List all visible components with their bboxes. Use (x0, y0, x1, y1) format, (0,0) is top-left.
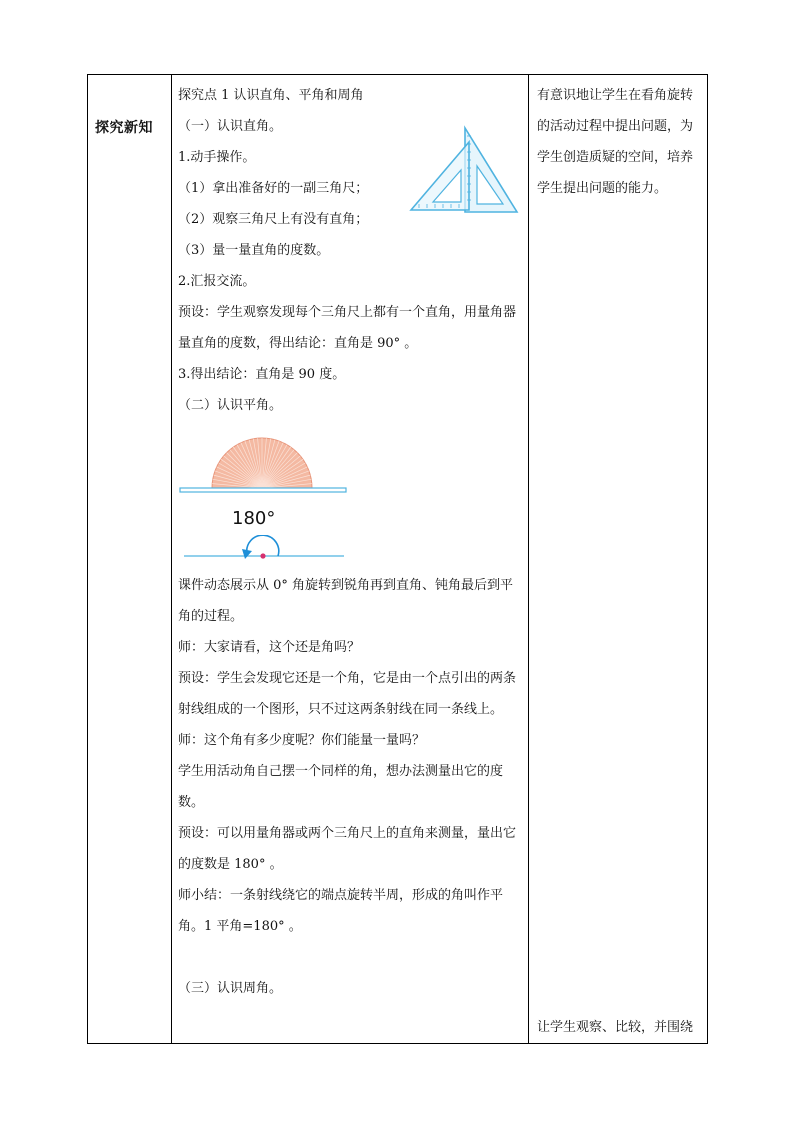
angle-label-180: 180° (232, 508, 276, 529)
straight-angle-diagram (178, 535, 348, 565)
step-item-3: （3）量一量直角的度数。 (178, 243, 330, 258)
preset-right-angle: 预设：学生观察发现每个三角尺上都有一个直角，用量角器量直角的度数，得出结论：直角是 90° 。 (178, 305, 517, 351)
step-report: 2.汇报交流。 (178, 274, 256, 289)
lesson-content-lower (178, 570, 522, 1004)
step-hands-on: 1.动手操作。 (178, 150, 256, 165)
table-border-bottom (87, 1043, 708, 1044)
preset-measure: 预设：可以用量角器或两个三角尺上的直角来测量，量出它的度数是 180° 。 (178, 826, 517, 872)
table-divider-1 (171, 74, 172, 1044)
conclusion-right-angle: 3.得出结论：直角是 90 度。 (178, 367, 346, 382)
subsection-full-angle: （三）认识周角。 (178, 981, 283, 996)
straight-angle-fan-illustration (178, 430, 348, 500)
design-note-top: 有意识地让学生在看角旋转的活动过程中提出问题，为学生创造质疑的空间，培养学生提出问题的能力。 (537, 88, 694, 196)
animation-description: 课件动态展示从 0° 角旋转到锐角再到直角、钝角最后到平角的过程。 (178, 578, 514, 624)
design-note-bottom: 让学生观察、比较，并围绕 (537, 1020, 694, 1035)
student-activity: 学生用活动角自己摆一个同样的角，想办法测量出它的度数。 (178, 764, 504, 810)
topic-title: 探究点 1 认识直角、平角和周角 (178, 88, 364, 103)
table-border-top (87, 74, 708, 75)
subsection-straight-angle: （二）认识平角。 (178, 398, 283, 413)
teacher-summary: 师小结：一条射线绕它的端点旋转半周，形成的角叫作平角。1 平角=180° 。 (178, 888, 504, 934)
table-border-right (707, 74, 708, 1044)
set-square-illustration (405, 124, 525, 224)
step-item-1: （1）拿出准备好的一副三角尺； (178, 181, 369, 196)
step-item-2: （2）观察三角尺上有没有直角； (178, 212, 369, 227)
teacher-question-2: 师：这个角有多少度呢？你们能量一量吗？ (178, 733, 426, 748)
table-divider-2 (528, 74, 529, 1044)
section-header: 探究新知 (95, 120, 153, 136)
table-border-left (87, 74, 88, 1044)
preset-still-angle: 预设：学生会发现它还是一个角，它是由一个点引出的两条射线组成的一个图形，只不过这两条射线在同一条线上。 (178, 671, 517, 717)
subsection-right-angle: （一）认识直角。 (178, 119, 283, 134)
teacher-question-1: 师：大家请看，这个还是角吗？ (178, 640, 361, 655)
